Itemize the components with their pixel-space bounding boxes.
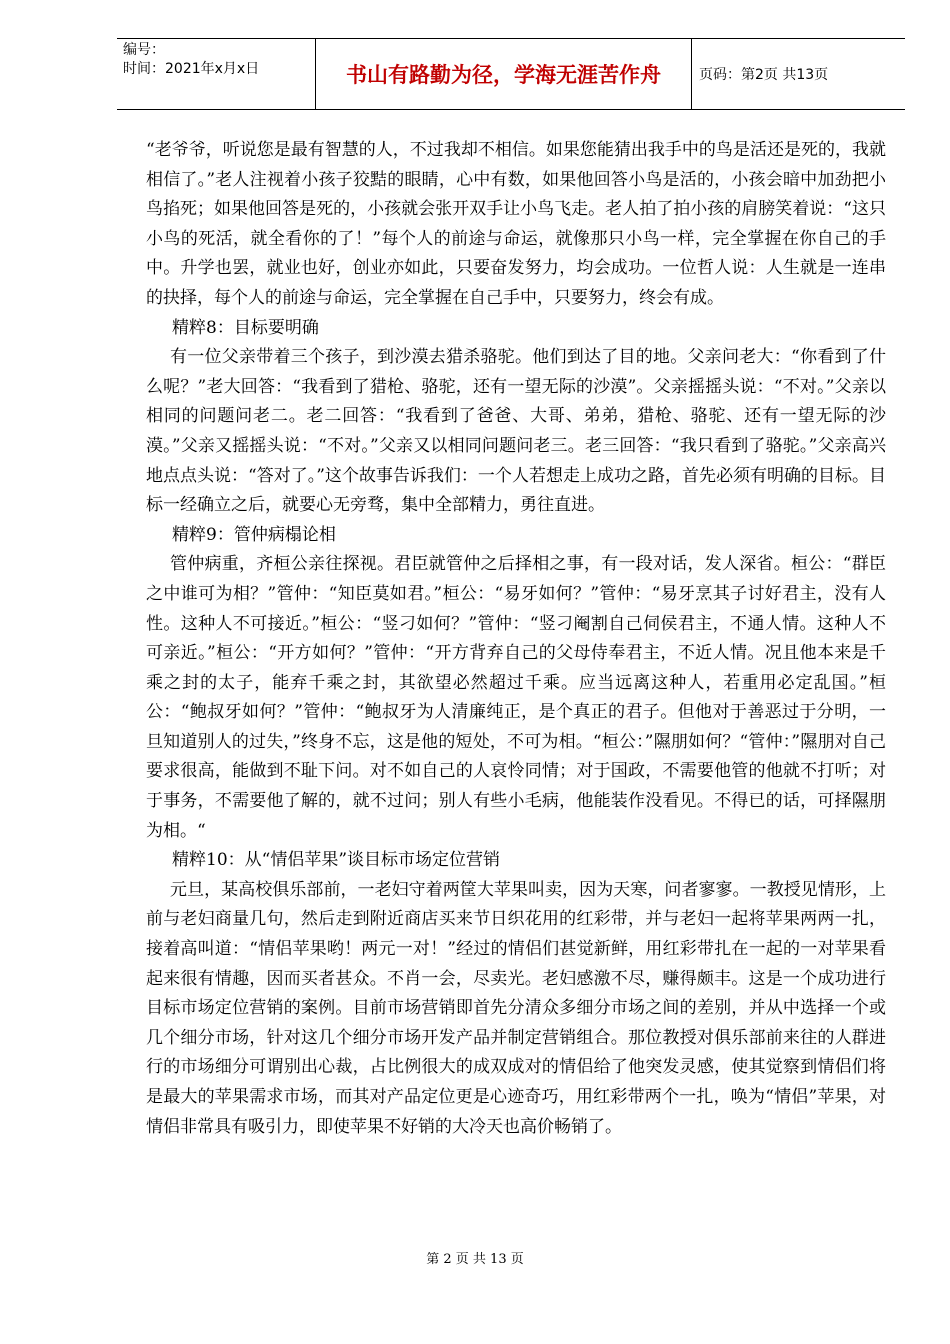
doc-time-label: 时间：2021年x月x日 <box>123 61 260 77</box>
doc-number-label: 编号： <box>123 42 165 58</box>
section-title: 精粹9：管仲病榻论相 <box>172 524 336 545</box>
body-paragraph: 有一位父亲带着三个孩子，到沙漠去猎杀骆驼。他们到达了目的地。父亲问老大：“你看到了什么呢？”老大回答：“我看到了猎枪、骆驼，还有一望无际的沙漠”。父亲摇摇头说：“不对。”父亲以相同的问题问老二。老二回答：“我看到了爸爸、大哥、弟弟，猎枪、骆驼、还有一望无际的沙漠。”父亲又摇摇头说：“不对。”父亲又以相同问题问老三。老三回答：“我只看到了骆驼。”父亲高兴地点点头说：“答对了。”这个故事告诉我们：一个人若想走上成功之路，首先必须有明确的目标。目标一经确立之后，就要心无旁骛，集中全部精力，勇往直进。 <box>146 347 886 516</box>
section-title: 精粹10：从“情侣苹果”谈目标市场定位营销 <box>172 850 501 871</box>
header-motto: 书山有路勤为径，学海无涯苦作舟 <box>315 39 692 109</box>
section-title: 精粹8：目标要明确 <box>172 317 319 338</box>
header-page-info: 页码：第2页 共13页 <box>699 67 829 83</box>
body-paragraph: “老爷爷，听说您是最有智慧的人，不过我却不相信。如果您能猜出我手中的鸟是活还是死的，我就相信了。”老人注视着小孩子狡黠的眼睛，心中有数，如果他回答小鸟是活的，小孩会暗中加劲把小鸟掐死；如果他回答是死的，小孩就会张开双手让小鸟飞走。老人拍了拍小孩的肩膀笑着说：“这只小鸟的死活，就全看你的了！”每个人的前途与命运，就像那只小鸟一样，完全掌握在你自己的手中。升学也罢，就业也好，创业亦如此，只要奋发努力，均会成功。一位哲人说：人生就是一连串的抉择，每个人的前途与命运，完全掌握在自己手中，只要努力，终会有成。 <box>146 140 886 308</box>
header-meta <box>117 39 315 109</box>
document-body <box>146 136 886 1142</box>
body-paragraph: 管仲病重，齐桓公亲往探视。君臣就管仲之后择相之事，有一段对话，发人深省。桓公：“群臣之中谁可为相？”管仲：“知臣莫如君。”桓公：“易牙如何？”管仲：“易牙烹其子讨好君主，没有人性。这种人不可接近。”桓公：“竖刁如何？”管仲：“竖刁阉割自己伺侯君主，不通人情。这种人不可亲近。”桓公：“开方如何？”管仲：“开方背弃自己的父母侍奉君主，不近人情。况且他本来是千乘之封的太子，能弃千乘之封，其欲望必然超过千乘。应当远离这种人，若重用必定乱国。”桓公：“鲍叔牙如何？”管仲：“鲍叔牙为人清廉纯正，是个真正的君子。但他对于善恶过于分明，一旦知道别人的过失，”终身不忘，这是他的短处，不可为相。“桓公：”隰朋如何？“管仲：”隰朋对自己要求很高，能做到不耻下问。对不如自己的人哀怜同情；对于国政，不需要他管的他就不打听；对于事务，不需要他了解的，就不过问；别人有些小毛病，他能装作没看见。不得已的话，可择隰朋为相。“ <box>146 554 886 841</box>
body-paragraph: 元旦，某高校俱乐部前，一老妇守着两筐大苹果叫卖，因为天寒，问者寥寥。一教授见情形，上前与老妇商量几句，然后走到附近商店买来节日织花用的红彩带，并与老妇一起将苹果两两一扎，接着高叫道：“情侣苹果哟！两元一对！”经过的情侣们甚觉新鲜，用红彩带扎在一起的一对苹果看起来很有情趣，因而买者甚众。不肖一会，尽卖光。老妇感激不尽，赚得颇丰。这是一个成功进行目标市场定位营销的案例。目前市场营销即首先分清众多细分市场之间的差别，并从中选择一个或几个细分市场，针对这几个细分市场开发产品并制定营销组合。那位教授对俱乐部前来往的人群进行的市场细分可谓别出心裁，占比例很大的成双成对的情侣给了他突发灵感，使其觉察到情侣们将是最大的苹果需求市场，而其对产品定位更是心迹奇巧，用红彩带两个一扎，唤为“情侣”苹果，对情侣非常具有吸引力，即使苹果不好销的大冷天也高价畅销了。 <box>146 879 886 1137</box>
page-footer: 第 2 页 共 13 页 <box>426 1252 524 1267</box>
page-header <box>117 38 905 110</box>
